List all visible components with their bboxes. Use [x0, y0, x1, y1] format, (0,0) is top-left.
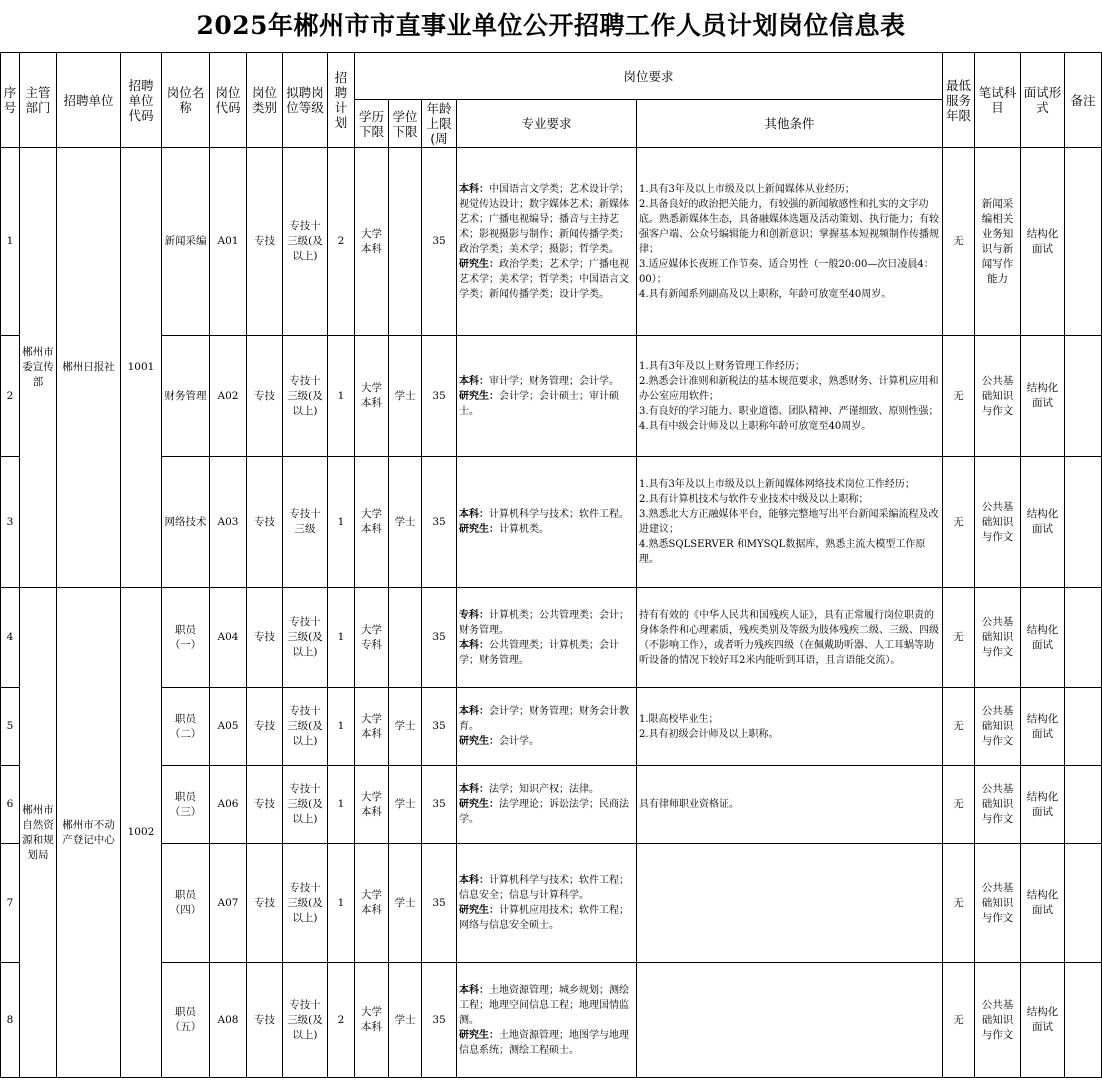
row-seq: 5 — [1, 688, 20, 766]
row-post-name: 网络技术 — [162, 457, 210, 588]
row-min-years: 无 — [943, 963, 975, 1078]
row-other: 1.具有3年及以上市级及以上新闻媒体网络技术岗位工作经历； 2.具有计算机技术与软件专业技术中级及以上职称； 3.熟悉北大方正融媒体平台，能够完整地写出平台新闻采编流程及改进建议； 4.熟悉SQLSERVER 和MYSQL数据库，熟悉主流大模型工作原理。 — [637, 457, 943, 588]
row-degree: 学士 — [389, 844, 422, 963]
row-level: 专技十三级(及以上) — [283, 336, 328, 457]
row-age: 35 — [422, 336, 457, 457]
table-body — [1, 148, 1102, 1078]
row-level: 专技十三级(及以上) — [283, 588, 328, 688]
major-label-second: 本科： — [459, 639, 489, 651]
group-unit: 郴州日报社 — [57, 148, 121, 588]
major-text-second: 公共管理类；计算机类；会计学；财务管理。 — [459, 639, 619, 666]
group-dept: 郴州市自然资源和规划局 — [20, 588, 57, 1078]
major-text-second: 计算机类。 — [499, 524, 549, 535]
row-post-type: 专技 — [247, 844, 283, 963]
row-post-type: 专技 — [247, 766, 283, 844]
recruitment-table — [0, 52, 1102, 1078]
header-dept: 主管部门 — [20, 53, 57, 148]
row-note — [1065, 148, 1102, 336]
row-edu: 大学本科 — [355, 963, 389, 1078]
major-label-second: 研究生： — [459, 905, 499, 916]
row-post-code: A07 — [210, 844, 247, 963]
row-seq: 7 — [1, 844, 20, 963]
row-degree — [389, 148, 422, 336]
row-age: 35 — [422, 963, 457, 1078]
header-note: 备注 — [1065, 53, 1102, 148]
group-unit: 郴州市不动产登记中心 — [57, 588, 121, 1078]
page-title: 2025年郴州市市直事业单位公开招聘工作人员计划岗位信息表 — [196, 11, 906, 40]
row-interview: 结构化面试 — [1021, 766, 1065, 844]
row-min-years: 无 — [943, 588, 975, 688]
table-row — [1, 336, 1102, 457]
row-post-code: A03 — [210, 457, 247, 588]
major-text-first: 审计学；财务管理；会计学。 — [489, 375, 619, 387]
row-age: 35 — [422, 457, 457, 588]
row-post-code: A08 — [210, 963, 247, 1078]
row-major — [457, 457, 637, 588]
major-label-first: 本科： — [459, 183, 489, 195]
major-text-first: 土地资源管理；城乡规划；测绘工程；地理空间信息工程；地理国情监测。 — [459, 984, 629, 1026]
major-text-second: 政治学类；艺术学；广播电视艺术学；美术学；哲学类；中国语言文学类；新闻传播学类；设计学类。 — [459, 258, 629, 300]
row-other — [637, 844, 943, 963]
header-count: 招聘计划 — [328, 53, 355, 148]
row-min-years: 无 — [943, 336, 975, 457]
major-label-first: 本科： — [459, 375, 489, 387]
row-level: 专技十三级 — [283, 457, 328, 588]
major-text-second: 会计学；会计硕士；审计硕士。 — [459, 390, 619, 417]
row-post-type: 专技 — [247, 148, 283, 336]
row-note — [1065, 336, 1102, 457]
row-major — [457, 766, 637, 844]
row-degree: 学士 — [389, 963, 422, 1078]
header-post-name: 岗位名称 — [162, 53, 210, 148]
header-requirements: 岗位要求 — [355, 53, 943, 100]
row-post-name: 职员（三） — [162, 766, 210, 844]
header-degree: 学位下限 — [389, 100, 422, 148]
row-major — [457, 963, 637, 1078]
row-seq: 8 — [1, 963, 20, 1078]
row-count: 2 — [328, 148, 355, 336]
group-unit-code: 1002 — [121, 588, 162, 1078]
row-interview: 结构化面试 — [1021, 844, 1065, 963]
row-level: 专技十三级(及以上) — [283, 688, 328, 766]
row-edu: 大学专科 — [355, 588, 389, 688]
row-written: 公共基础知识与作文 — [975, 844, 1021, 963]
header-major: 专业要求 — [457, 100, 637, 148]
row-degree: 学士 — [389, 336, 422, 457]
row-note — [1065, 457, 1102, 588]
row-written: 公共基础知识与作文 — [975, 963, 1021, 1078]
row-post-name: 职员（二） — [162, 688, 210, 766]
major-text-first: 会计学；财务管理；财务会计教育。 — [459, 706, 629, 732]
table-row — [1, 766, 1102, 844]
row-post-type: 专技 — [247, 588, 283, 688]
row-count: 1 — [328, 336, 355, 457]
major-text-second: 计算机应用技术；软件工程；网络与信息安全硕士。 — [459, 905, 629, 931]
row-post-code: A02 — [210, 336, 247, 457]
row-written: 公共基础知识与作文 — [975, 457, 1021, 588]
row-interview: 结构化面试 — [1021, 688, 1065, 766]
header-other: 其他条件 — [637, 100, 943, 148]
row-degree: 学士 — [389, 688, 422, 766]
row-level: 专技十三级(及以上) — [283, 844, 328, 963]
row-level: 专技十三级(及以上) — [283, 766, 328, 844]
row-note — [1065, 766, 1102, 844]
row-min-years: 无 — [943, 844, 975, 963]
row-count: 1 — [328, 766, 355, 844]
row-interview: 结构化面试 — [1021, 336, 1065, 457]
row-degree: 学士 — [389, 766, 422, 844]
row-degree: 学士 — [389, 457, 422, 588]
row-level: 专技十三级(及以上) — [283, 148, 328, 336]
row-other: 具有律师职业资格证。 — [637, 766, 943, 844]
header-post-code: 岗位代码 — [210, 53, 247, 148]
row-major — [457, 336, 637, 457]
row-count: 1 — [328, 457, 355, 588]
table-row — [1, 148, 1102, 336]
major-text-first: 计算机类；公共管理类；会计；财务管理。 — [459, 609, 629, 636]
row-other: 持有有效的《中华人民共和国残疾人证》，具有正常履行岗位职责的身体条件和心理素质，残疾类别及等级为肢体残疾二级、三级、四级（不影响工作），或者听力残疾四级（在佩戴助听器、人工耳蜗等助听设备的情况下较好耳2米内能听到耳语，且言语能交流）。 — [637, 588, 943, 688]
table-row — [1, 457, 1102, 588]
major-text-first: 法学；知识产权；法律。 — [489, 784, 599, 795]
row-interview: 结构化面试 — [1021, 963, 1065, 1078]
row-seq: 2 — [1, 336, 20, 457]
row-other: 1.具有3年及以上财务管理工作经历； 2.熟悉会计准则和新税法的基本规范要求，熟悉财务、计算机应用和办公室应用软件； 3.有良好的学习能力、职业道德、团队精神、严谨细致、原则性强； 4.具有中级会计师及以上职称年龄可放宽至40周岁。 — [637, 336, 943, 457]
row-written: 新闻采编相关业务知识与新闻写作能力 — [975, 148, 1021, 336]
row-interview: 结构化面试 — [1021, 148, 1065, 336]
table-row — [1, 963, 1102, 1078]
major-text-second: 会计学。 — [499, 736, 539, 747]
row-post-name: 财务管理 — [162, 336, 210, 457]
major-label-first: 本科： — [459, 706, 489, 717]
row-seq: 3 — [1, 457, 20, 588]
row-age: 35 — [422, 844, 457, 963]
major-text-first: 中国语言文学类；艺术设计学；视觉传达设计；数字媒体艺术；新媒体艺术；广播电视编导；播音与主持艺术；影视摄影与制作；新闻传播学类；政治学类；美术学；摄影；哲学类。 — [459, 183, 629, 255]
row-post-code: A01 — [210, 148, 247, 336]
row-post-code: A05 — [210, 688, 247, 766]
major-label-second: 研究生： — [459, 524, 499, 535]
row-seq: 6 — [1, 766, 20, 844]
table-row — [1, 688, 1102, 766]
row-written: 公共基础知识与作文 — [975, 336, 1021, 457]
row-edu: 大学本科 — [355, 766, 389, 844]
row-min-years: 无 — [943, 688, 975, 766]
header-edu: 学历下限 — [355, 100, 389, 148]
row-other — [637, 963, 943, 1078]
row-level: 专技十三级(及以上) — [283, 963, 328, 1078]
group-dept: 郴州市委宣传部 — [20, 148, 57, 588]
header-interview: 面试形式 — [1021, 53, 1065, 148]
header-written: 笔试科目 — [975, 53, 1021, 148]
major-label-second: 研究生： — [459, 258, 499, 270]
row-age: 35 — [422, 588, 457, 688]
header-post-type: 岗位类别 — [247, 53, 283, 148]
row-degree — [389, 588, 422, 688]
row-post-name: 新闻采编 — [162, 148, 210, 336]
row-post-name: 职员（五） — [162, 963, 210, 1078]
row-post-name: 职员（四） — [162, 844, 210, 963]
row-post-type: 专技 — [247, 688, 283, 766]
row-seq: 1 — [1, 148, 20, 336]
row-post-name: 职员（一） — [162, 588, 210, 688]
row-post-type: 专技 — [247, 457, 283, 588]
table-row — [1, 588, 1102, 688]
header-seq: 序号 — [1, 53, 20, 148]
row-edu: 大学本科 — [355, 688, 389, 766]
major-label-first: 本科： — [459, 509, 489, 520]
row-count: 1 — [328, 588, 355, 688]
header-row-1 — [1, 53, 1102, 100]
row-major — [457, 588, 637, 688]
row-edu: 大学本科 — [355, 457, 389, 588]
row-post-type: 专技 — [247, 963, 283, 1078]
row-note — [1065, 963, 1102, 1078]
row-seq: 4 — [1, 588, 20, 688]
row-written: 公共基础知识与作文 — [975, 688, 1021, 766]
row-written: 公共基础知识与作文 — [975, 766, 1021, 844]
row-min-years: 无 — [943, 148, 975, 336]
major-text-first: 计算机科学与技术；软件工程；信息安全；信息与计算科学。 — [459, 875, 629, 901]
major-label-first: 专科： — [459, 609, 489, 621]
major-label-second: 研究生： — [459, 1029, 499, 1041]
major-label-second: 研究生： — [459, 736, 499, 747]
row-post-code: A04 — [210, 588, 247, 688]
major-text-second: 土地资源管理；地图学与地理信息系统；测绘工程硕士。 — [459, 1029, 629, 1056]
row-count: 1 — [328, 844, 355, 963]
row-edu: 大学本科 — [355, 336, 389, 457]
row-note — [1065, 844, 1102, 963]
major-text-first: 计算机科学与技术；软件工程。 — [489, 509, 629, 520]
row-interview: 结构化面试 — [1021, 588, 1065, 688]
major-label-second: 研究生： — [459, 390, 499, 402]
row-major — [457, 844, 637, 963]
header-age: 年龄上限(周 — [422, 100, 457, 148]
major-label-first: 本科： — [459, 875, 489, 886]
major-label-first: 本科： — [459, 984, 489, 996]
row-count: 1 — [328, 688, 355, 766]
row-other: 1.限高校毕业生； 2.具有初级会计师及以上职称。 — [637, 688, 943, 766]
row-edu: 大学本科 — [355, 844, 389, 963]
row-note — [1065, 588, 1102, 688]
row-min-years: 无 — [943, 457, 975, 588]
row-other: 1.具有3年及以上市级及以上新闻媒体从业经历； 2.具备良好的政治把关能力，有较强的新闻敏感性和扎实的文字功底。熟悉新媒体生态，具备融媒体选题及活动策划、执行能力；有较强客户端、公众号编辑能力和创新意识；掌握基本短视频制作传播规律； 3.适应媒体长夜班工作节奏、适合男性（一般20:00—次日凌晨4：00）； 4.具有新闻系列副高及以上职称，年龄可放宽至40周岁。 — [637, 148, 943, 336]
row-major — [457, 688, 637, 766]
group-unit-code: 1001 — [121, 148, 162, 588]
row-min-years: 无 — [943, 766, 975, 844]
major-text-second: 法学理论；诉讼法学；民商法学。 — [459, 799, 629, 825]
row-major — [457, 148, 637, 336]
row-age: 35 — [422, 766, 457, 844]
row-written: 公共基础知识与作文 — [975, 588, 1021, 688]
header-min-years: 最低服务年限 — [943, 53, 975, 148]
row-age: 35 — [422, 688, 457, 766]
header-level: 拟聘岗位等级 — [283, 53, 328, 148]
row-edu: 大学本科 — [355, 148, 389, 336]
row-note — [1065, 688, 1102, 766]
header-unit-code: 招聘单位代码 — [121, 53, 162, 148]
table-row — [1, 844, 1102, 963]
row-age: 35 — [422, 148, 457, 336]
major-label-first: 本科： — [459, 784, 489, 795]
row-post-type: 专技 — [247, 336, 283, 457]
row-count: 2 — [328, 963, 355, 1078]
row-post-code: A06 — [210, 766, 247, 844]
major-label-second: 研究生： — [459, 799, 499, 810]
header-unit: 招聘单位 — [57, 53, 121, 148]
row-interview: 结构化面试 — [1021, 457, 1065, 588]
